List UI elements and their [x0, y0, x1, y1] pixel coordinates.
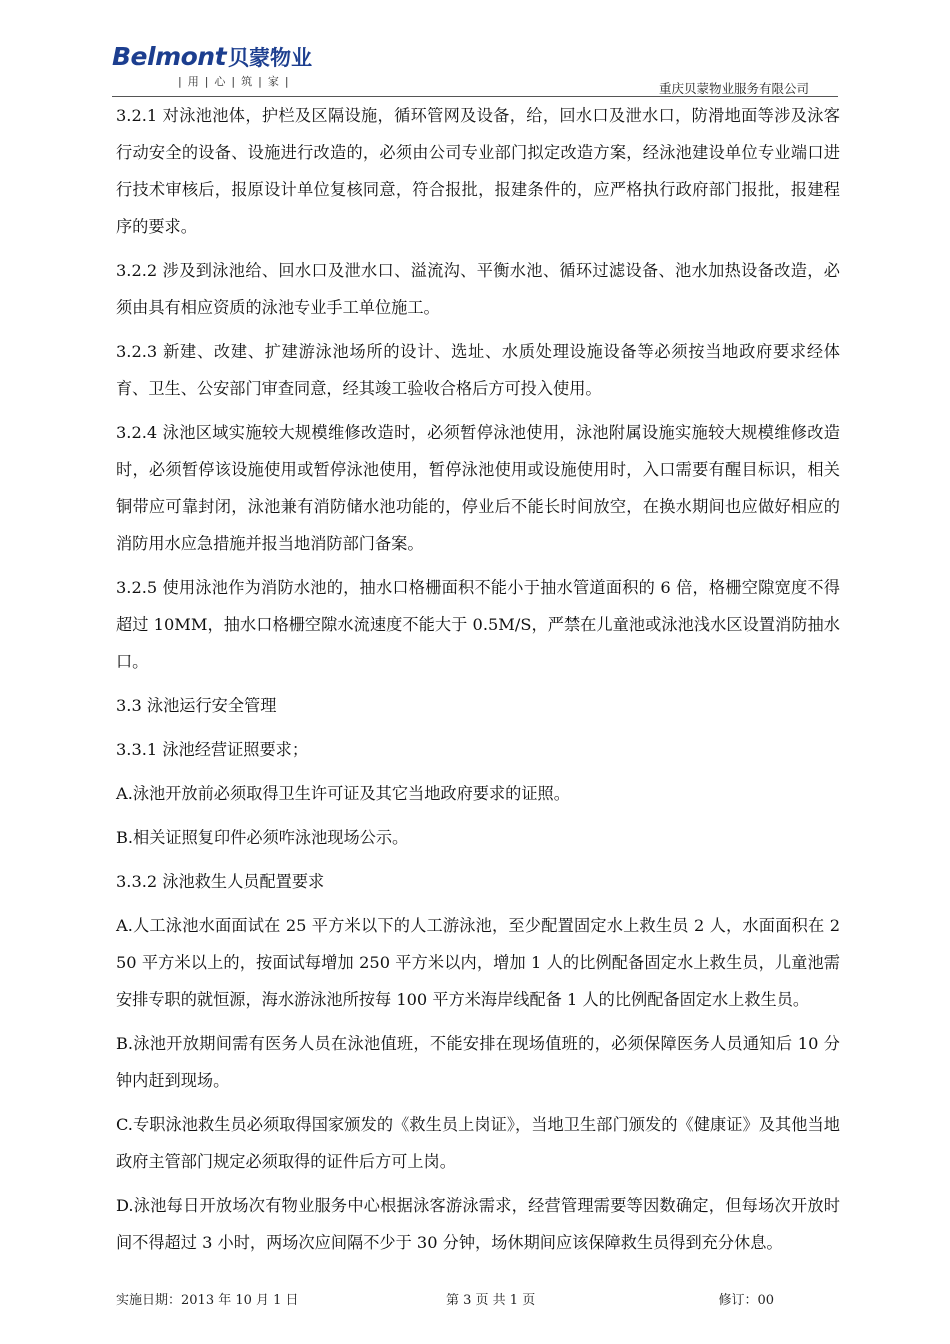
logo-english: Belmont	[112, 42, 227, 71]
footer-date: 实施日期：2013 年 10 月 1 日	[116, 1293, 299, 1308]
paragraph-3-3-1-b: B.相关证照复印件必须咋泳池现场公示。	[116, 828, 409, 847]
belmont-logo	[112, 44, 317, 90]
logo-tagline: |用|心|筑|家|	[178, 75, 295, 88]
document-body	[116, 97, 840, 1268]
paragraph-3-2-1: 3.2.1 对泳池池体，护栏及区隔设施，循环管网及设备，给，回水口及泄水口，防滑地面等涉及泳客行动安全的设备、设施进行改造的，必须由公司专业部门拟定改造方案，经泳池建设单位专业端口进行技术审核后，报原设计单位复核同意，符合报批，报建条件的，应严格执行政府部门报批，报建程序的要求。	[116, 106, 840, 236]
paragraph-3-2-3: 3.2.3 新建、改建、扩建游泳池场所的设计、选址、水质处理设施设备等必须按当地政府要求经体育、卫生、公安部门审查同意，经其竣工验收合格后方可投入使用。	[116, 342, 840, 398]
footer-revision: 修订：00	[718, 1293, 774, 1308]
company-name: 重庆贝蒙物业服务有限公司	[658, 81, 809, 96]
paragraph-3-3-2-b: B.泳池开放期间需有医务人员在泳池值班，不能安排在现场值班的，必须保障医务人员通知后 10 分钟内赶到现场。	[116, 1034, 840, 1090]
logo-wordmark	[112, 44, 312, 73]
paragraph-3-2-2: 3.2.2 涉及到泳池给、回水口及泄水口、溢流沟、平衡水池、循环过滤设备、池水加热设备改造，必须由具有相应资质的泳池专业手工单位施工。	[116, 261, 840, 317]
logo-chinese: 贝蒙物业	[228, 46, 313, 70]
subsection-heading-3-3-2: 3.3.2 泳池救生人员配置要求	[116, 872, 325, 891]
paragraph-3-2-5: 3.2.5 使用泳池作为消防水池的，抽水口格栅面积不能小于抽水管道面积的 6 倍，格栅空隙宽度不得超过 10MM，抽水口格栅空隙水流速度不能大于 0.5M/S，严禁在儿童池或泳池浅水区设置消防抽水口。	[116, 578, 840, 671]
paragraph-3-3-2-d: D.泳池每日开放场次有物业服务中心根据泳客游泳需求，经营管理需要等因数确定，但每场次开放时间不得超过 3 小时，两场次应间隔不少于 30 分钟，场休期间应该保障救生员得到充分休息。	[116, 1196, 840, 1252]
paragraph-3-2-4: 3.2.4 泳池区域实施较大规模维修改造时，必须暂停泳池使用，泳池附属设施实施较大规模维修改造时，必须暂停该设施使用或暂停泳池使用，暂停泳池使用或设施使用时，入口需要有醒目标识，相关铜带应可靠封闭，泳池兼有消防储水池功能的，停业后不能长时间放空，在换水期间也应做好相应的消防用水应急措施并报当地消防部门备案。	[116, 423, 840, 553]
paragraph-3-3-2-c: C.专职泳池救生员必须取得国家颁发的《救生员上岗证》，当地卫生部门颁发的《健康证》及其他当地政府主管部门规定必须取得的证件后方可上岗。	[116, 1115, 840, 1171]
footer-page-number: 第 3 页 共 1 页	[446, 1293, 536, 1308]
page-header	[0, 0, 950, 100]
section-heading-3-3: 3.3 泳池运行安全管理	[116, 696, 277, 715]
subsection-heading-3-3-1: 3.3.1 泳池经营证照要求；	[116, 740, 309, 759]
page-footer	[116, 1289, 838, 1311]
paragraph-3-3-1-a: A.泳池开放前必须取得卫生许可证及其它当地政府要求的证照。	[116, 784, 570, 803]
paragraph-3-3-2-a: A.人工泳池水面面试在 25 平方米以下的人工游泳池，至少配置固定水上救生员 2 人，水面面积在 250 平方米以上的，按面试每增加 250 平方米以内，增加 1 人的比例配备固定水上救生员，儿童池需安排专职的就恒源，海水游泳池所按每 100 平方米海岸线配备 1 人的比例配备固定水上救生员。	[116, 916, 840, 1009]
